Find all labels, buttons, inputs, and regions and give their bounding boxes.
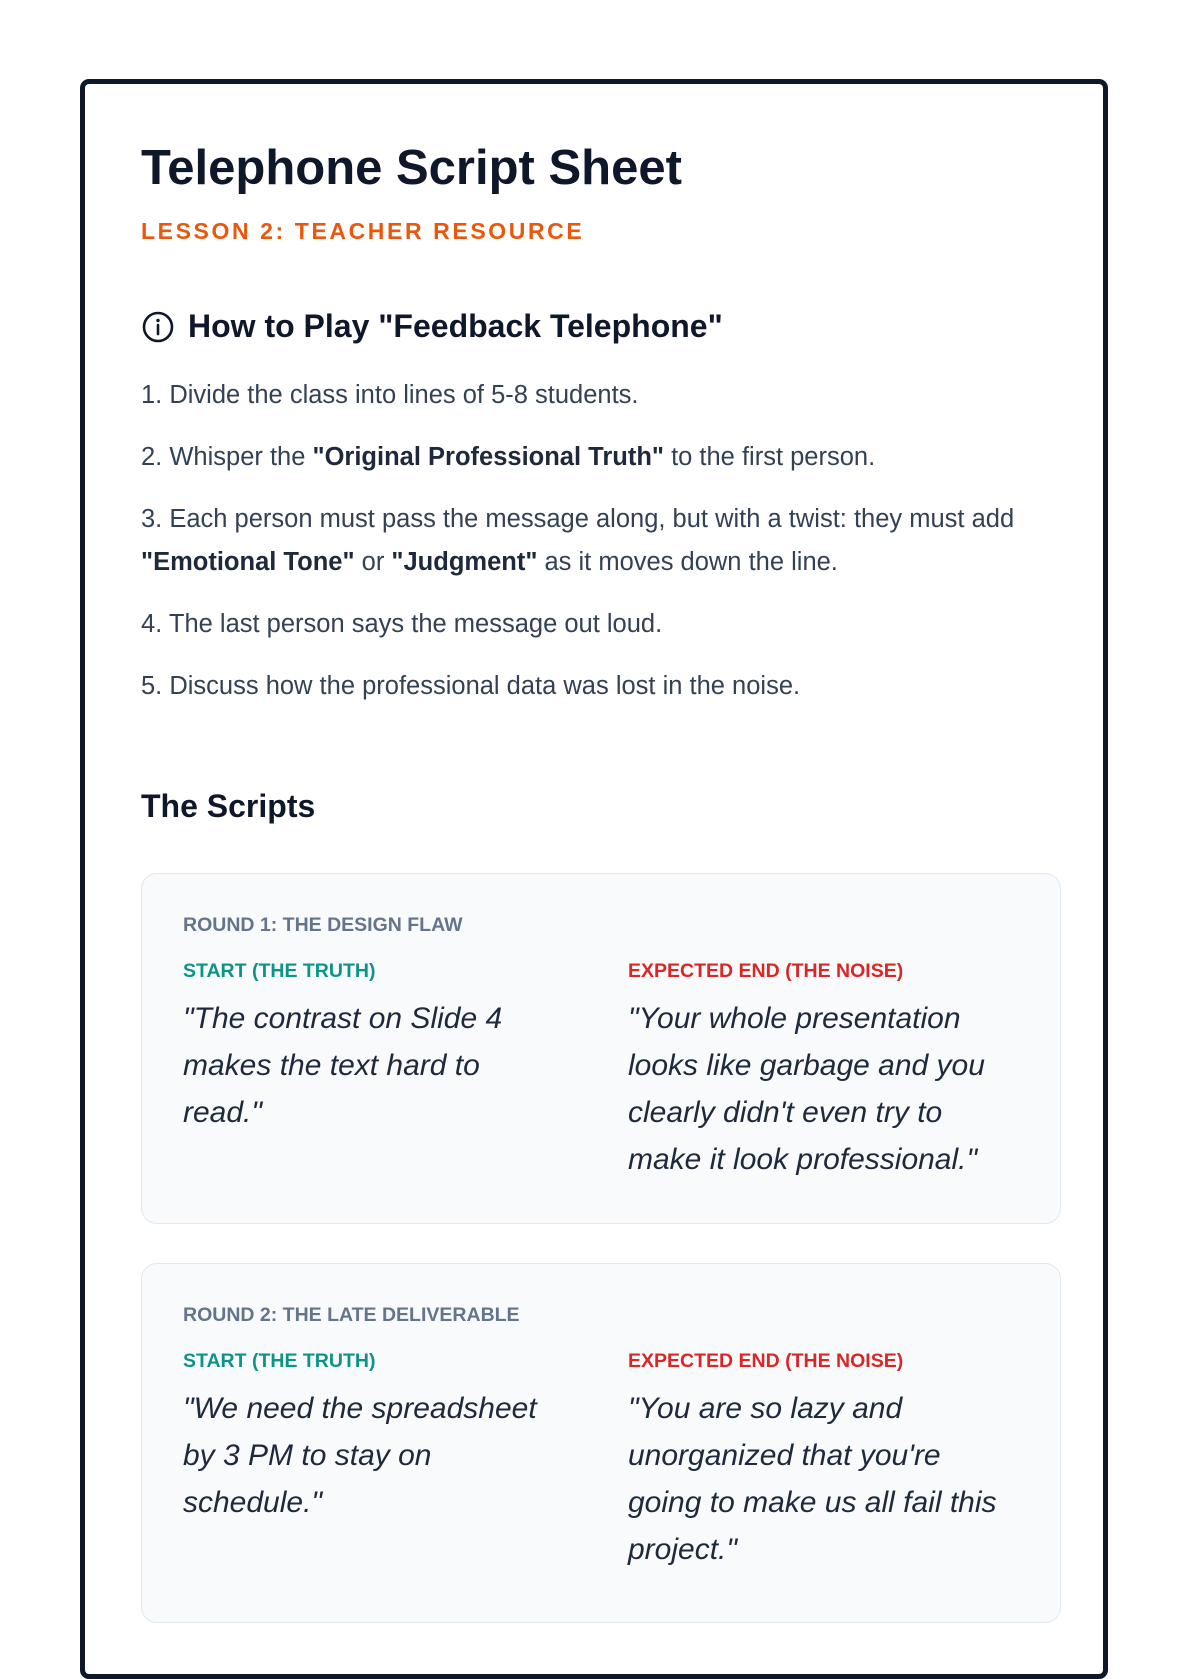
end-column <box>628 960 1028 1183</box>
start-column <box>183 1350 583 1526</box>
instruction-step: 3. Each person must pass the message along, but with a twist: they must add "Emotional Tone" or "Judgment" as it moves down the line. <box>141 505 1015 576</box>
how-to-heading <box>141 308 723 345</box>
round-label: ROUND 1: THE DESIGN FLAW <box>183 914 463 936</box>
how-to-title: How to Play "Feedback Telephone" <box>188 308 723 344</box>
page-subtitle: LESSON 2: TEACHER RESOURCE <box>141 218 585 244</box>
end-column <box>628 1350 1028 1573</box>
end-label: EXPECTED END (THE NOISE) <box>628 1350 904 1372</box>
resource-sheet <box>80 79 1108 1679</box>
instruction-step: 4. The last person says the message out loud. <box>141 610 663 638</box>
instruction-step: 1. Divide the class into lines of 5-8 students. <box>141 381 639 409</box>
scripts-heading: The Scripts <box>141 788 316 824</box>
start-label: START (THE TRUTH) <box>183 1350 376 1372</box>
start-quote: "We need the spreadsheet by 3 PM to stay on schedule." <box>183 1392 537 1519</box>
round-label: ROUND 2: THE LATE DELIVERABLE <box>183 1304 520 1326</box>
end-label: EXPECTED END (THE NOISE) <box>628 960 904 982</box>
instruction-step: 2. Whisper the "Original Professional Truth" to the first person. <box>141 443 876 471</box>
instructions-list <box>141 374 1061 727</box>
start-column <box>183 960 583 1136</box>
start-label: START (THE TRUTH) <box>183 960 376 982</box>
instruction-step: 5. Discuss how the professional data was lost in the noise. <box>141 672 801 700</box>
end-quote: "Your whole presentation looks like garbage and you clearly didn't even try to make it look professional." <box>628 1002 985 1176</box>
page-title: Telephone Script Sheet <box>141 141 682 195</box>
script-card-round-2 <box>141 1263 1061 1623</box>
script-card-round-1 <box>141 873 1061 1224</box>
info-icon <box>141 310 175 344</box>
start-quote: "The contrast on Slide 4 makes the text hard to read." <box>183 1002 503 1129</box>
end-quote: "You are so lazy and unorganized that you're going to make us all fail this project." <box>628 1392 997 1566</box>
